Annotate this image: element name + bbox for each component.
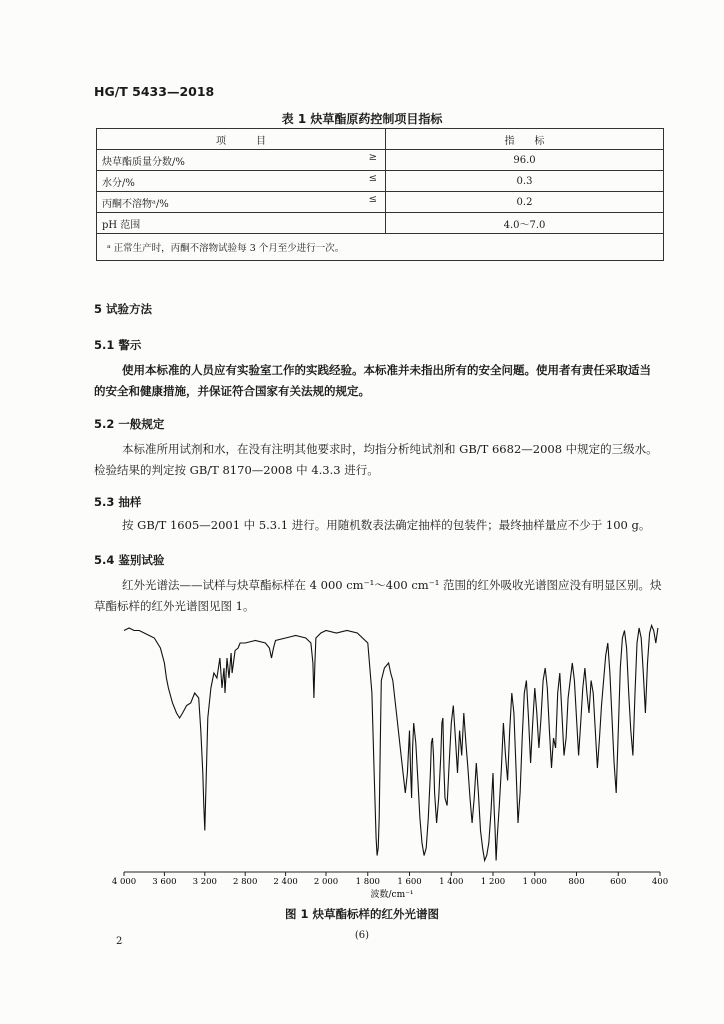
row-op: ≥ — [368, 152, 377, 163]
x-tick-label: 3 600 — [152, 877, 177, 887]
row-name: 水分/% — [102, 177, 135, 189]
x-tick-label: 2 400 — [273, 877, 298, 887]
row-value: 0.3 — [386, 171, 664, 192]
section-5-heading: 5 试验方法 — [94, 302, 153, 316]
x-tick-label: 2 800 — [233, 877, 258, 887]
x-tick-label: 1 200 — [480, 877, 506, 887]
x-axis-label: 波数/cm⁻¹ — [370, 890, 414, 900]
x-tick-label: 1 400 — [439, 877, 464, 887]
x-tick-label: 600 — [610, 877, 627, 887]
x-tick-label: 1 000 — [522, 877, 547, 887]
page-seq-number: (6) — [354, 930, 370, 941]
row-name: 丙酮不溶物ᵃ/% — [102, 198, 169, 210]
row-name: pH 范围 — [102, 219, 141, 231]
col-value-header: 指 标 — [386, 129, 664, 150]
x-tick-label: 800 — [568, 877, 585, 887]
warning-paragraph: 使用本标准的人员应有实验室工作的实践经验。本标准并未指出所有的安全问题。使用者有责任采取适当的安全和健康措施，并保证符合国家有关法规的规定。 — [94, 363, 651, 398]
section-5-1-heading: 5.1 警示 — [94, 338, 142, 352]
sampling-paragraph: 按 GB/T 1605—2001 中 5.3.1 进行。用随机数表法确定抽样的包装件；最终抽样量应不少于 100 g。 — [122, 518, 651, 532]
row-value: 4.0～7.0 — [386, 213, 664, 234]
x-tick-label: 1 600 — [397, 877, 422, 887]
identification-paragraph: 红外光谱法——试样与炔草酯标样在 4 000 cm⁻¹～400 cm⁻¹ 范围的红外吸收光谱图应没有明显区别。炔草酯标样的红外光谱图见图 1。 — [94, 578, 662, 613]
table-caption: 表 1 炔草酯原药控制项目指标 — [281, 112, 443, 126]
section-5-2-heading: 5.2 一般规定 — [94, 417, 165, 431]
x-tick-label: 4 000 — [111, 877, 137, 887]
x-tick-label: 400 — [651, 877, 669, 887]
x-tick-label: 3 200 — [192, 877, 217, 887]
x-axis-ticks — [112, 872, 668, 887]
figure-caption: 图 1 炔草酯标样的红外光谱图 — [284, 907, 439, 921]
general-rules-paragraph: 本标准所用试剂和水，在没有注明其他要求时，均指分析纯试剂和 GB/T 6682—2008 中规定的三级水。检验结果的判定按 GB/T 8170—2008 中 4.3.3 进行。 — [94, 442, 658, 477]
x-tick-label: 2 000 — [313, 877, 339, 887]
page-number: 2 — [116, 936, 123, 947]
row-op: ≤ — [368, 173, 377, 184]
section-5-4-heading: 5.4 鉴别试验 — [94, 553, 165, 567]
col-item-header: 项 目 — [97, 129, 386, 150]
standard-code: HG/T 5433—2018 — [94, 84, 215, 99]
row-op: ≤ — [368, 194, 377, 205]
spectrum-line — [124, 626, 658, 861]
x-tick-label: 1 800 — [355, 877, 380, 887]
row-value: 96.0 — [386, 150, 664, 171]
row-name: 炔草酯质量分数/% — [102, 156, 185, 168]
table-footnote: ᵃ 正常生产时，丙酮不溶物试验每 3 个月至少进行一次。 — [97, 234, 664, 261]
section-5-3-heading: 5.3 抽样 — [94, 495, 142, 509]
row-value: 0.2 — [386, 192, 664, 213]
